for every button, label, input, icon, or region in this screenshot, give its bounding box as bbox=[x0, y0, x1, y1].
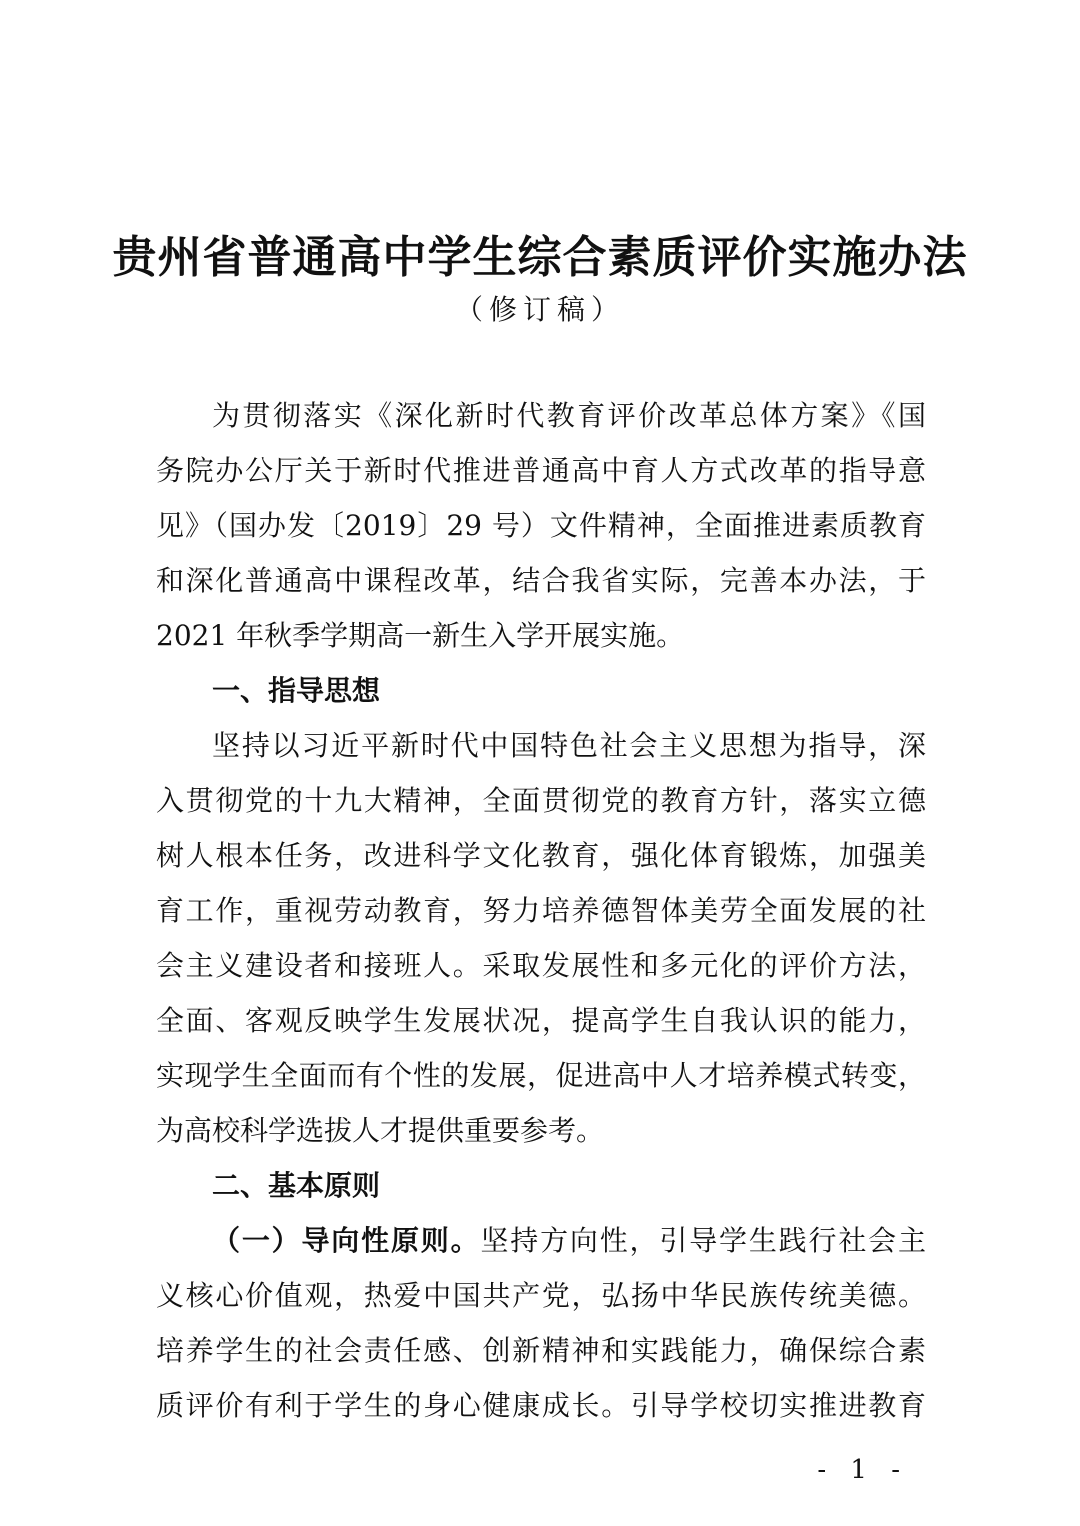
section1-line: 实现学生全面而有个性的发展，促进高中人才培养模式转变， bbox=[156, 1059, 926, 1092]
principle1-lead: （一）导向性原则。 bbox=[212, 1224, 481, 1257]
intro-line: 见》（国办发〔2019〕29 号）文件精神，全面推进素质教育 bbox=[156, 509, 926, 542]
intro-line: 为贯彻落实《深化新时代教育评价改革总体方案》《国 bbox=[212, 399, 926, 432]
principle1-line: 培养学生的社会责任感、创新精神和实践能力，确保综合素 bbox=[156, 1334, 926, 1367]
section1-line: 为高校科学选拔人才提供重要参考。 bbox=[156, 1114, 605, 1147]
principle1-first-line bbox=[156, 1213, 926, 1268]
principle1-first-line-rest: 坚持方向性，引导学生践行社会主 bbox=[480, 1224, 926, 1257]
section-heading-basic-principles: 二、基本原则 bbox=[212, 1169, 381, 1202]
intro-line: 务院办公厅关于新时代推进普通高中育人方式改革的指导意 bbox=[156, 454, 926, 487]
section1-line: 入贯彻党的十九大精神，全面贯彻党的教育方针，落实立德 bbox=[156, 784, 926, 817]
intro-line: 2021 年秋季学期高一新生入学开展实施。 bbox=[156, 619, 685, 652]
section1-line: 全面、客观反映学生发展状况，提高学生自我认识的能力， bbox=[156, 1004, 926, 1037]
principle1-line: 质评价有利于学生的身心健康成长。引导学校切实推进教育 bbox=[156, 1389, 926, 1422]
document-body bbox=[156, 388, 926, 1433]
principle1-line: 义核心价值观，热爱中国共产党，弘扬中华民族传统美德。 bbox=[156, 1279, 926, 1312]
section1-line: 坚持以习近平新时代中国特色社会主义思想为指导，深 bbox=[212, 729, 926, 762]
document-title: 贵州省普通高中学生综合素质评价实施办法 bbox=[112, 232, 968, 283]
section1-line: 树人根本任务，改进科学文化教育，强化体育锻炼，加强美 bbox=[156, 839, 926, 872]
section1-line: 会主义建设者和接班人。采取发展性和多元化的评价方法， bbox=[156, 949, 926, 982]
intro-line: 和深化普通高中课程改革，结合我省实际，完善本办法，于 bbox=[156, 564, 926, 597]
page-number: - 1 - bbox=[817, 1455, 908, 1485]
section1-line: 育工作，重视劳动教育，努力培养德智体美劳全面发展的社 bbox=[156, 894, 926, 927]
section-heading-guiding-ideology: 一、指导思想 bbox=[212, 674, 381, 707]
document-subtitle: （修订稿） bbox=[454, 293, 625, 326]
